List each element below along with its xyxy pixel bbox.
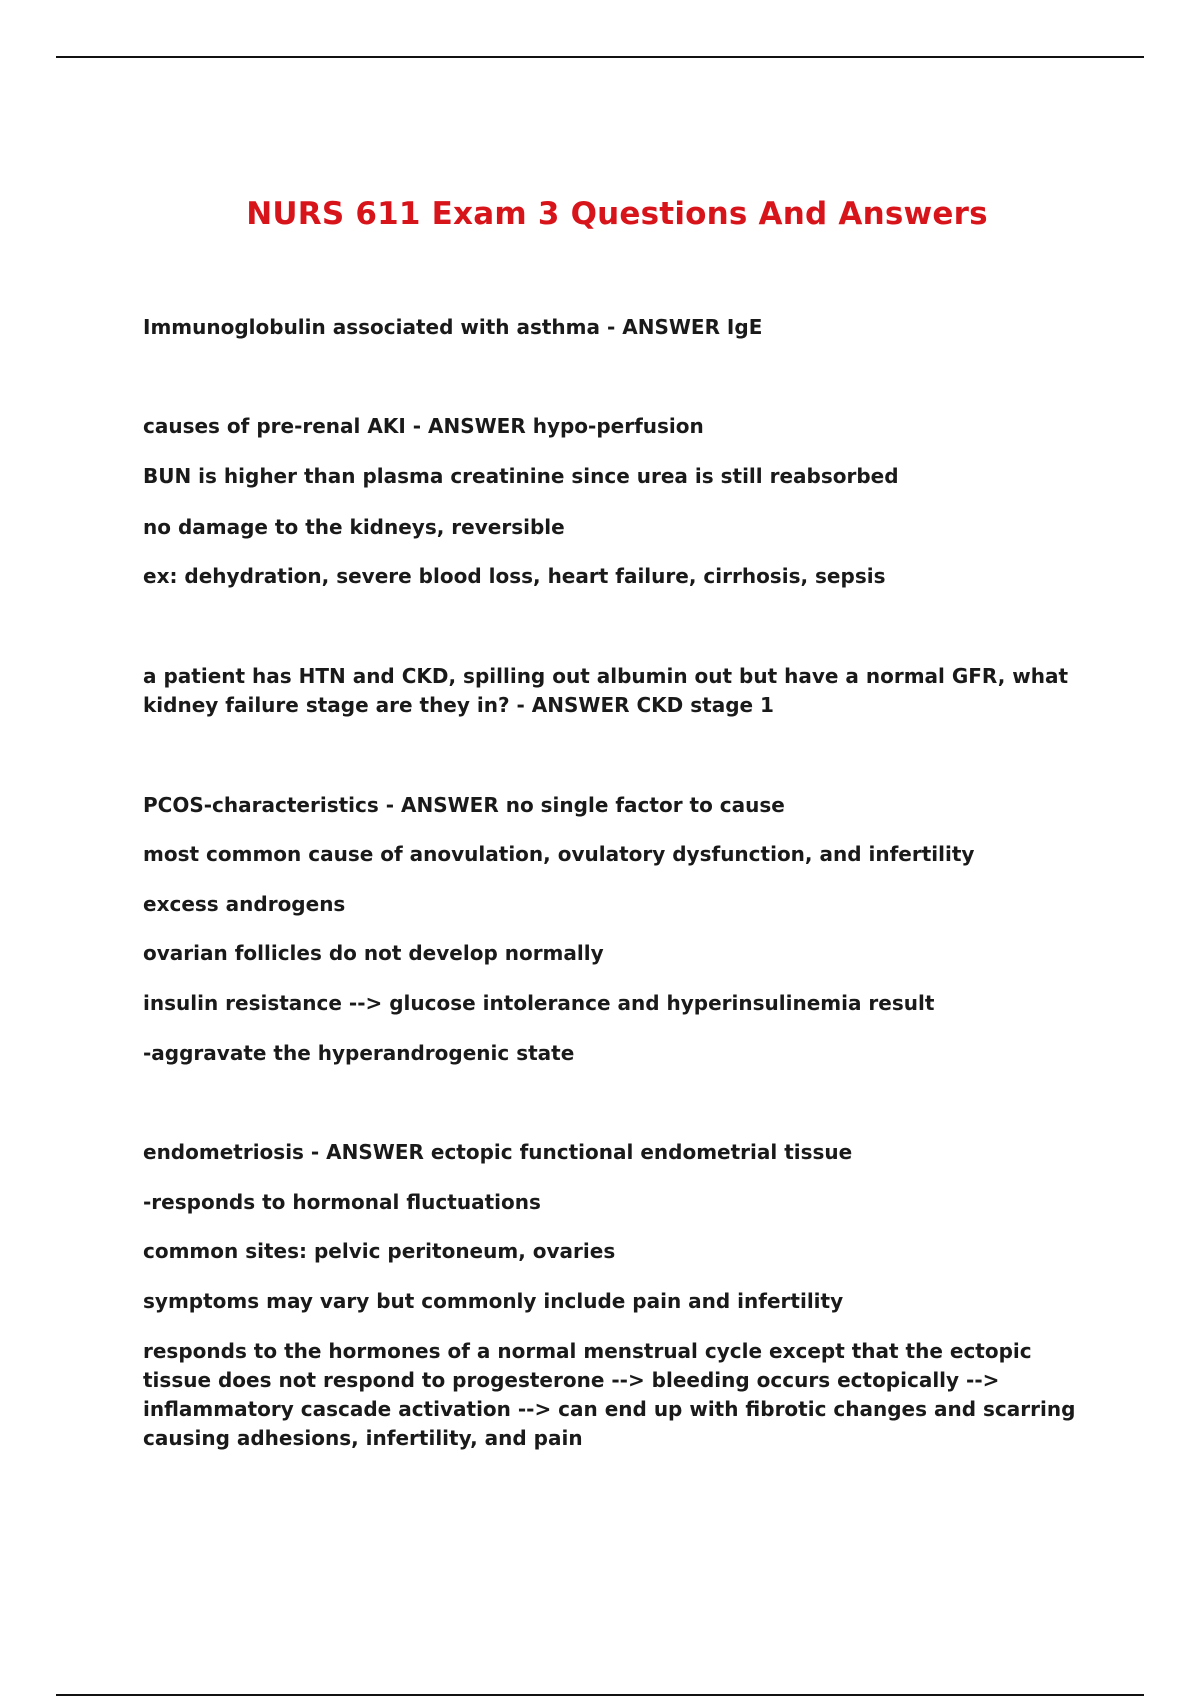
page-title: NURS 611 Exam 3 Questions And Answers — [246, 196, 988, 232]
text-line: no damage to the kidneys, reversible — [143, 515, 565, 539]
text-line: -aggravate the hyperandrogenic state — [143, 1041, 575, 1065]
text-line: causes of pre-renal AKI - ANSWER hypo-perfusion — [143, 414, 704, 438]
bottom-rule — [56, 1694, 1144, 1696]
text-paragraph: responds to the hormones of a normal menstrual cycle except that the ectopic tissue does not respond to progesterone --> bleeding occurs ectopically --> inflammatory cascade activation --> can end up with fibrotic changes and scarring causing adhesions, infertility, and pain — [143, 1339, 1076, 1450]
text-line: Immunoglobulin associated with asthma - ANSWER IgE — [143, 315, 763, 339]
text-line: PCOS-characteristics - ANSWER no single factor to cause — [143, 793, 785, 817]
text-line: symptoms may vary but commonly include pain and infertility — [143, 1289, 844, 1313]
text-line: ex: dehydration, severe blood loss, heart failure, cirrhosis, sepsis — [143, 564, 886, 588]
text-line: ovarian follicles do not develop normally — [143, 941, 604, 965]
text-line: insulin resistance --> glucose intolerance and hyperinsulinemia result — [143, 991, 935, 1015]
text-line: endometriosis - ANSWER ectopic functional endometrial tissue — [143, 1140, 853, 1164]
text-line: most common cause of anovulation, ovulatory dysfunction, and infertility — [143, 842, 975, 866]
text-line: -responds to hormonal fluctuations — [143, 1190, 541, 1214]
top-rule — [56, 56, 1144, 58]
text-line: common sites: pelvic peritoneum, ovaries — [143, 1239, 616, 1263]
text-paragraph: a patient has HTN and CKD, spilling out albumin out but have a normal GFR, what kidney failure stage are they in? - ANSWER CKD stage 1 — [143, 664, 1069, 717]
text-line: excess androgens — [143, 892, 346, 916]
text-line: BUN is higher than plasma creatinine since urea is still reabsorbed — [143, 464, 899, 488]
